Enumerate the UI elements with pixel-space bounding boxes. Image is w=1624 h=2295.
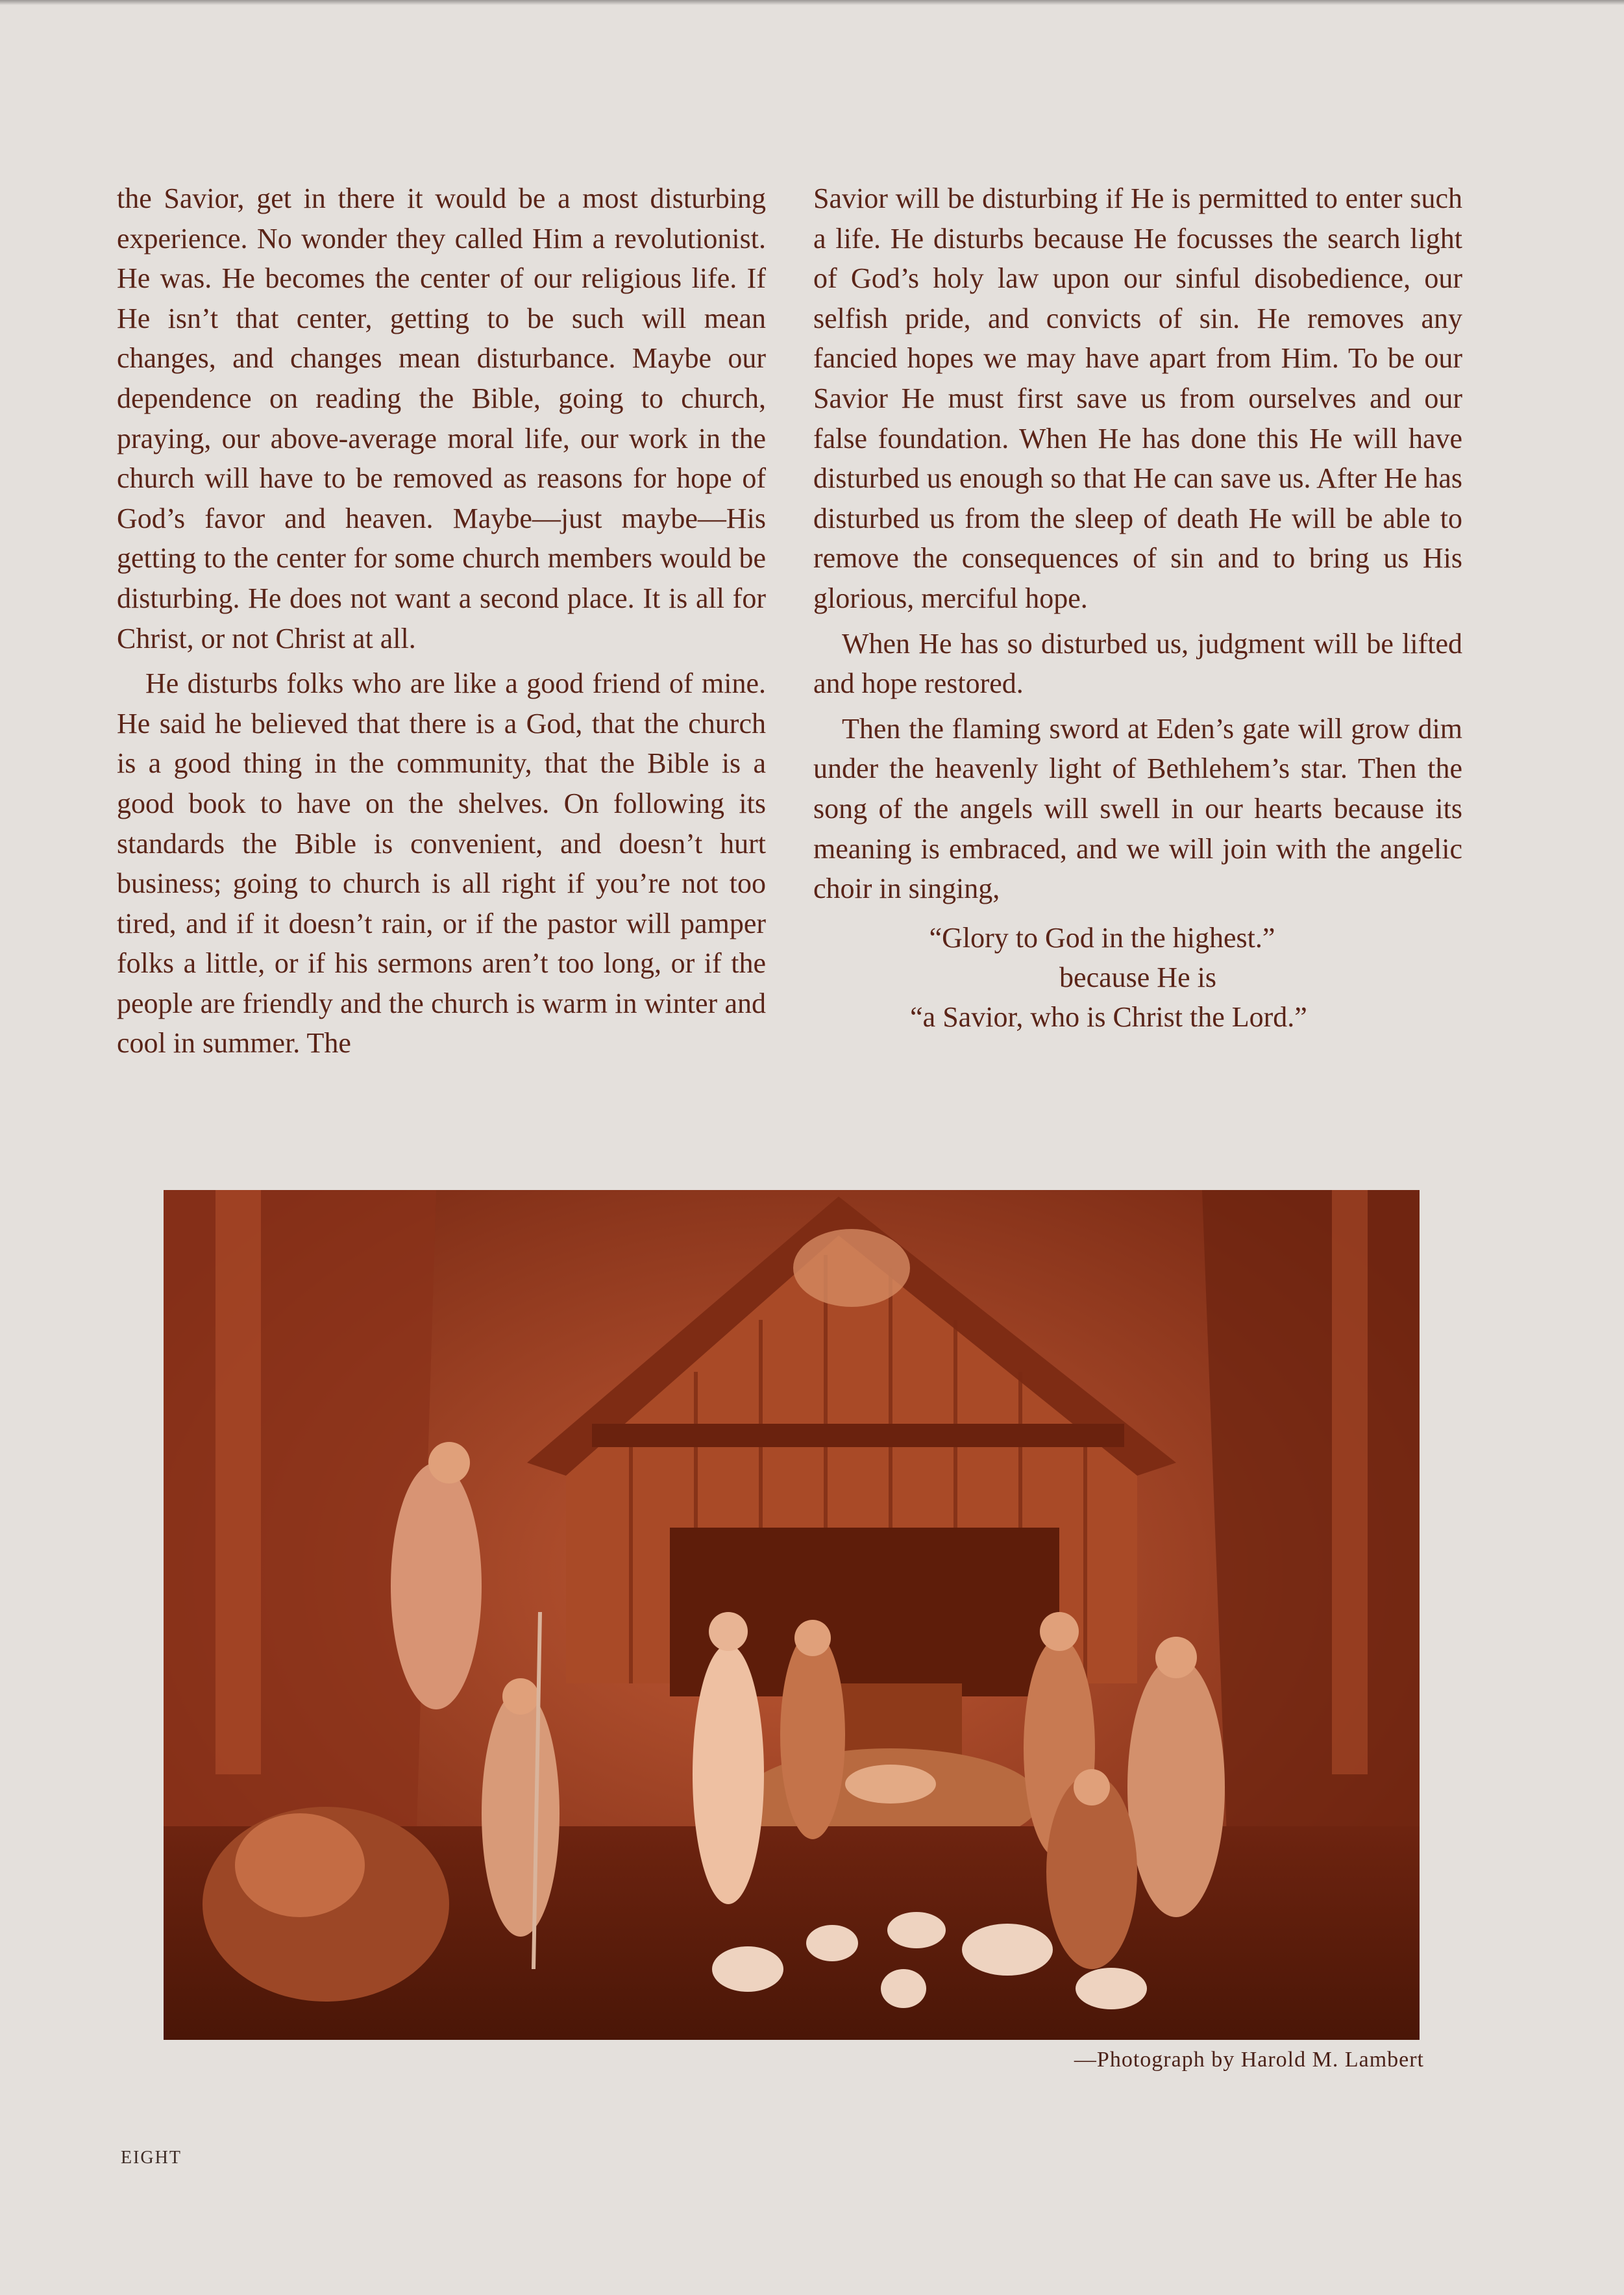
quote-line: because He is — [1059, 961, 1216, 993]
body-paragraph: Savior will be disturbing if He is permitted to enter such a life. He disturbs because He focusses the search light of God’s holy law upon our sinful disobedience, our selfish pride, and convicts of sin. He removes any fancied hopes we may have apart from Him. To be our Savior He must first save us from ourselves and our false foundation. When He has done this He will have disturbed us enough so that He can save us. After He has disturbed us from the sleep of death He will be able to remove the consequences of sin and to bring us His glorious, merciful hope. — [813, 182, 1462, 614]
page-number: EIGHT — [121, 2148, 182, 2168]
quote-line: “Glory to God in the highest.” — [929, 921, 1275, 954]
left-text-column — [117, 179, 766, 1069]
photo-credit: —Photograph by Harold M. Lambert — [1074, 2048, 1424, 2072]
nativity-scene-illustration — [164, 1190, 1420, 2040]
body-paragraph: the Savior, get in there it would be a most disturbing experience. No wonder they called Him a revolutionist. He was. He becomes the center of our religious life. If He isn’t that center, getting to be such will mean changes, and changes mean disturbance. Maybe our dependence on reading the Bible, going to church, praying, our above-average moral life, our work in the church will have to be removed as reasons for hope of God’s favor and heaven. Maybe—just maybe—His getting to the center for some church members would be disturbing. He does not want a second place. It is all for Christ, or not Christ at all. — [117, 182, 766, 654]
scripture-quote — [813, 918, 1462, 1037]
body-paragraph: When He has so disturbed us, judgment will be lifted and hope restored. — [813, 627, 1462, 700]
body-paragraph: He disturbs folks who are like a good friend of mine. He said he believed that there is a God, that the church is a good thing in the community, that the Bible is a good book to have on the shelves. On following its standards the Bible is convenient, and doesn’t hurt business; going to church is all right if you’re not too tired, and if it doesn’t rain, or if the pastor will pamper folks a little, or if his sermons aren’t too long, or if the people are friendly and the church is warm in winter and cool in summer. The — [117, 667, 766, 1060]
quote-line: “a Savior, who is Christ the Lord.” — [910, 1000, 1307, 1033]
page-top-edge — [0, 0, 1624, 5]
body-paragraph: Then the flaming sword at Eden’s gate will grow dim under the heavenly light of Bethlehem’s star. Then the song of the angels will swell in our hearts because its meaning is embraced, and we will join with the angelic choir in singing, — [813, 712, 1462, 905]
nativity-scene-photograph — [164, 1190, 1420, 2040]
right-text-column — [813, 179, 1462, 1037]
